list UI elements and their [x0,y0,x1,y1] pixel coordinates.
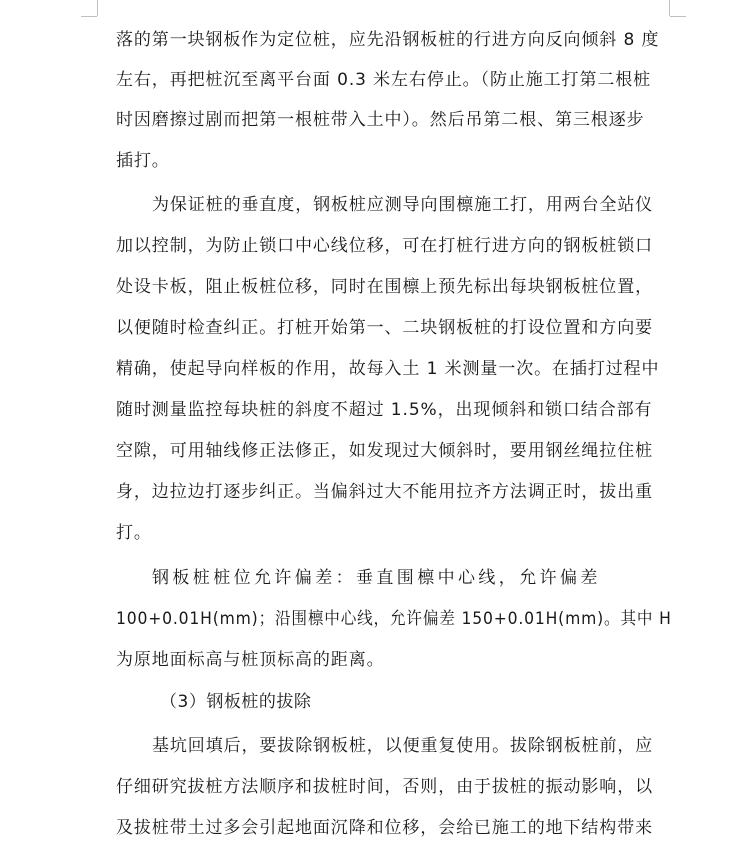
text-line: 为保证桩的垂直度，钢板桩应测导向围檩施工打，用两台全站仪 [152,195,654,215]
text-line: 钢板桩桩位允许偏差：垂直围檩中心线，允许偏差 [152,568,601,588]
text-line: 落的第一块钢板作为定位桩，应先沿钢板桩的行进方向反向倾斜 8 度 [116,30,660,50]
text-line: 及拔桩带土过多会引起地面沉降和位移，会给已施工的地下结构带来 [116,818,653,838]
text-line: 时因磨擦过剧而把第一根桩带入土中）。然后吊第二根、第三根逐步 [116,110,645,130]
text-line: 基坑回填后，要拔除钢板桩，以便重复使用。拔除钢板桩前，应 [152,736,654,756]
section-heading: （3）钢板桩的拔除 [160,692,312,712]
text-line: 加以控制，为防止锁口中心线位移，可在打桩行进方向的钢板桩锁口 [116,236,653,256]
crop-mark-top-left-horizontal [81,16,97,17]
text-line: 随时测量监控每块桩的斜度不超过 1.5%，出现倾斜和锁口结合部有 [116,400,653,420]
text-line: 打。 [116,523,152,543]
text-line: 为原地面标高与桩顶标高的距离。 [116,650,385,670]
text-line: 仔细研究拔桩方法顺序和拔桩时间，否则，由于拔桩的振动影响，以 [116,777,653,797]
crop-mark-top-left-vertical [97,0,98,16]
text-line: 100+0.01H(mm)；沿围檩中心线，允许偏差 150+0.01H(mm)。其中 H [116,609,672,629]
text-line: 处设卡板，阻止板桩位移，同时在围檩上预先标出每块钢板桩位置， [116,277,653,297]
text-line: 左右，再把桩沉至离平台面 0.3 米左右停止。（防止施工打第二根桩 [116,70,652,90]
text-line: 空隙，可用轴线修正法修正，如发现过大倾斜时，要用钢丝绳拉住桩 [116,441,653,461]
text-line: 身，边拉边打逐步纠正。当偏斜过大不能用拉齐方法调正时，拔出重 [116,482,653,502]
text-line: 插打。 [116,151,170,171]
crop-mark-top-right-horizontal [670,16,686,17]
text-line: 精确，使起导向样板的作用，故每入土 1 米测量一次。在插打过程中 [116,359,660,379]
crop-mark-top-right-vertical [669,0,670,16]
text-line: 以便随时检查纠正。打桩开始第一、二块钢板桩的打设位置和方向要 [116,318,653,338]
